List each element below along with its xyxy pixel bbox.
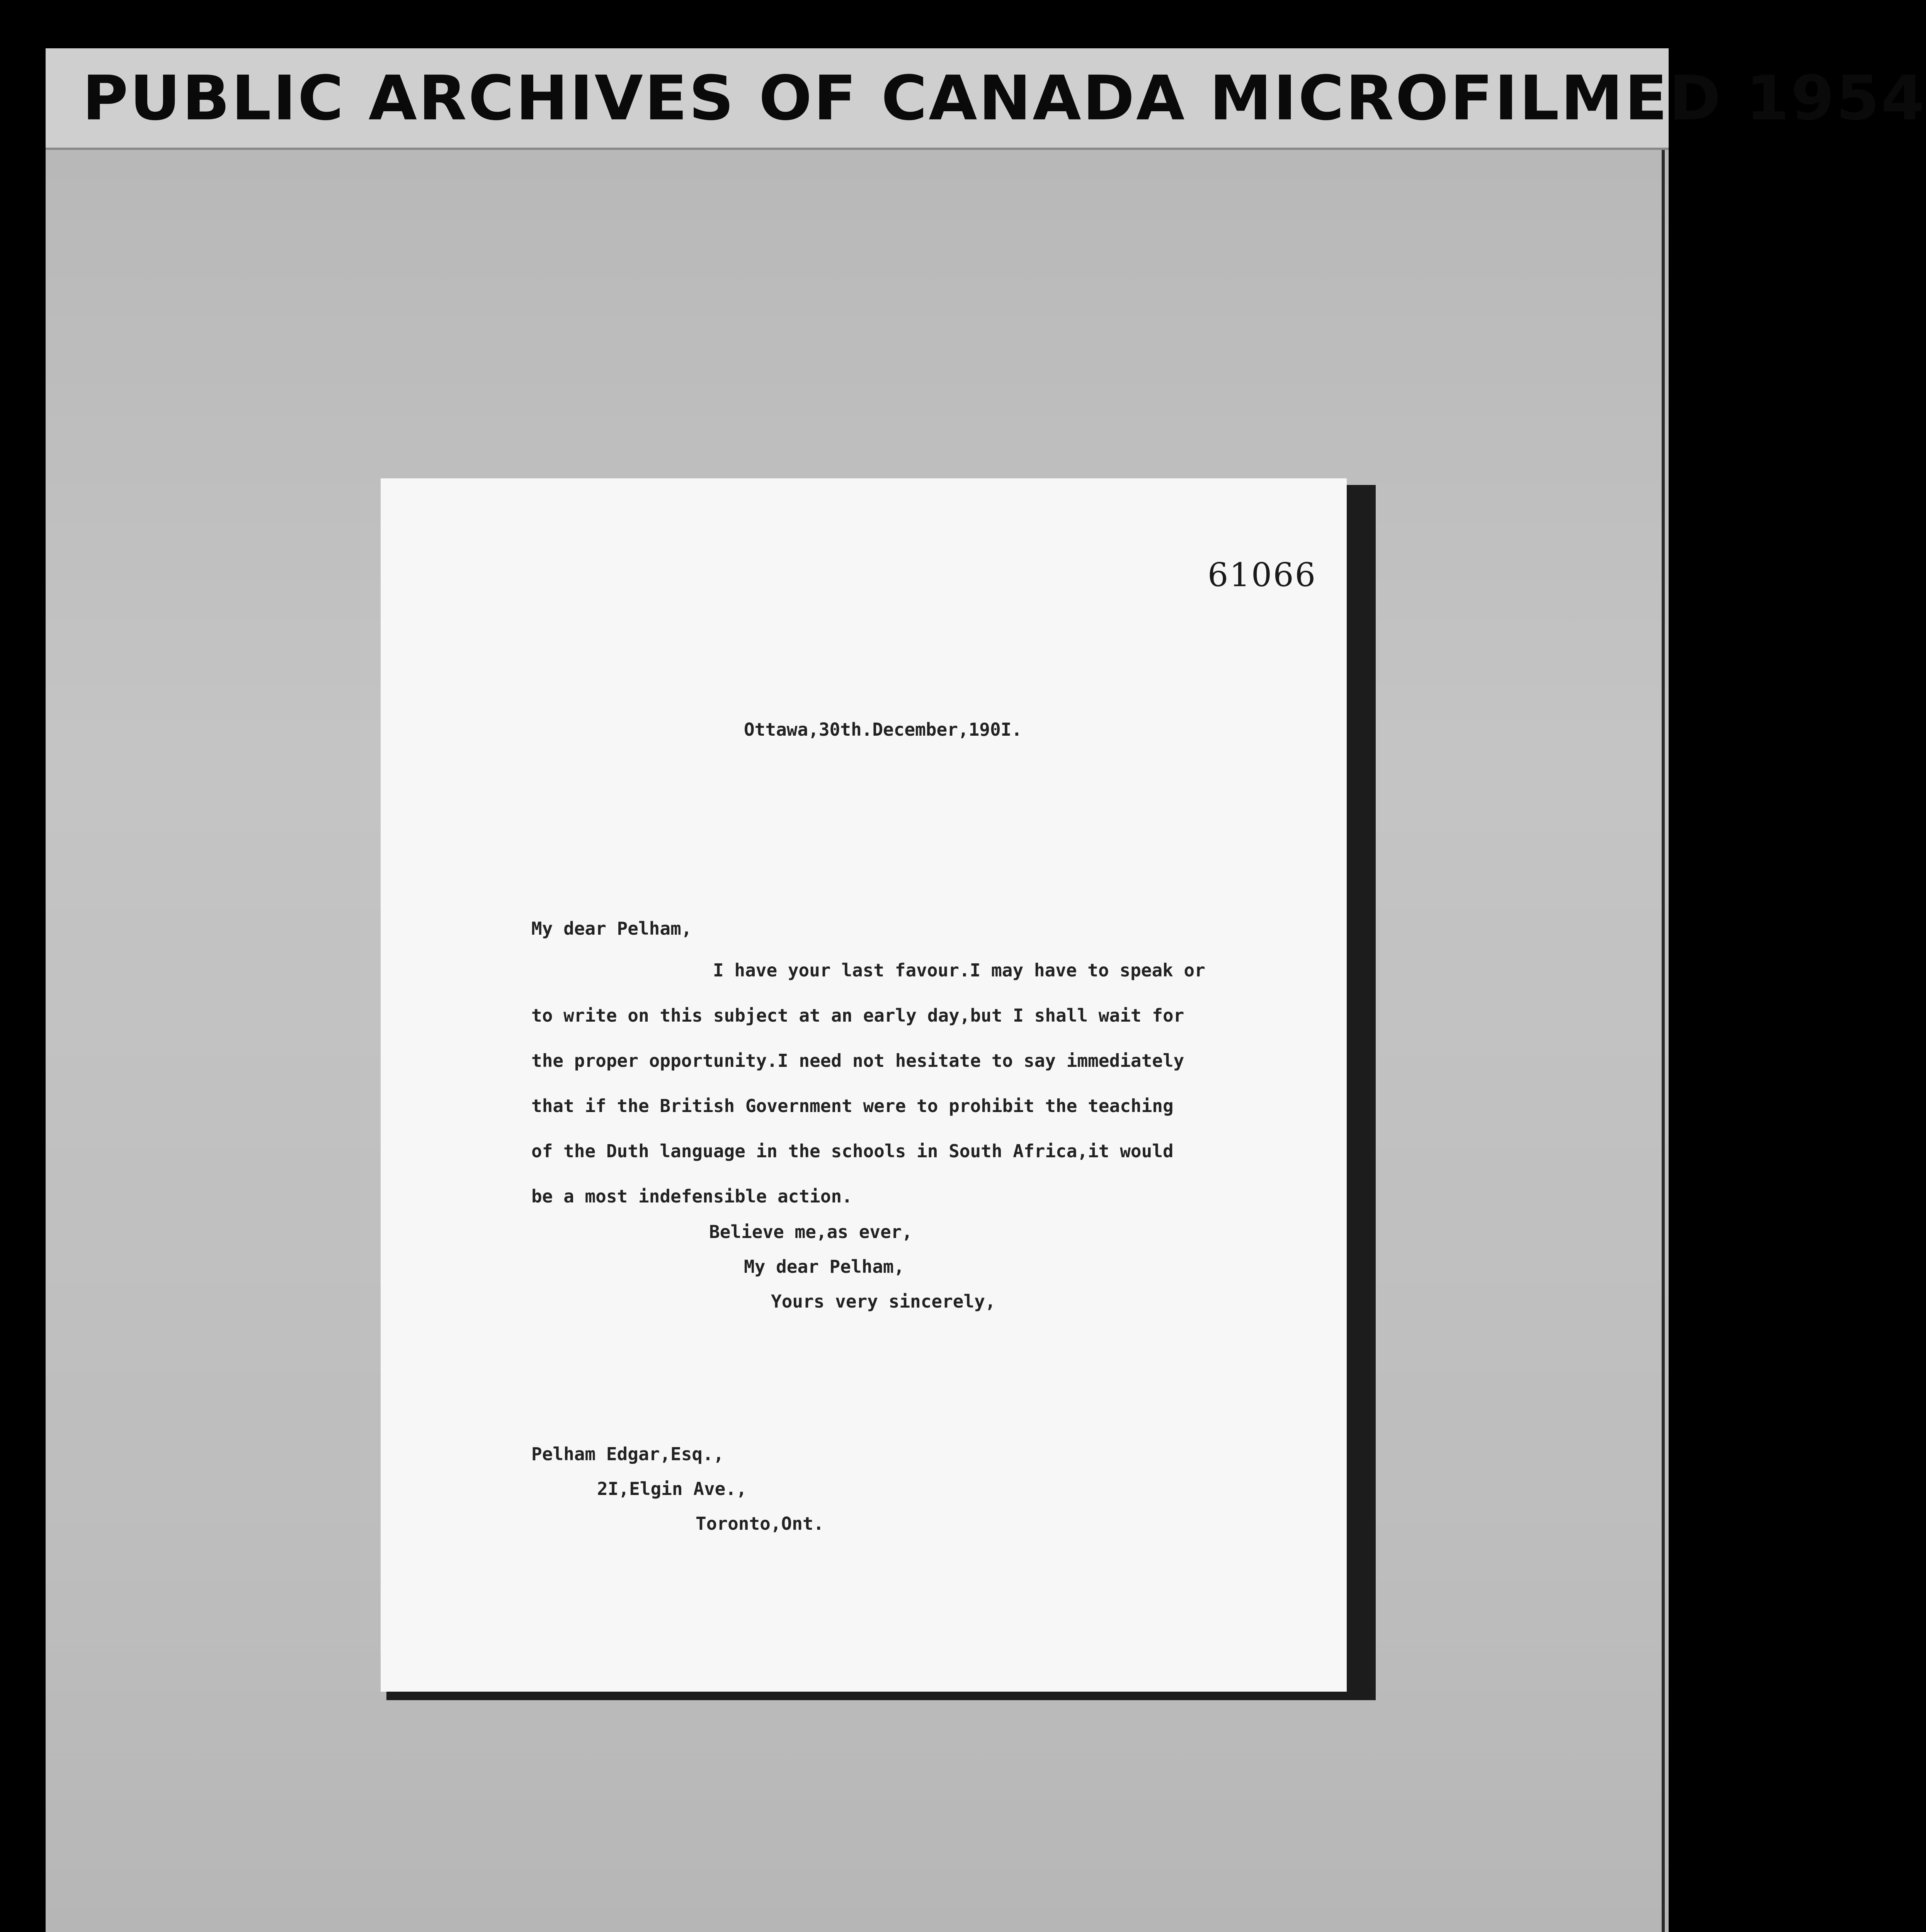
- letter-closing-line: My dear Pelham,: [744, 1256, 905, 1277]
- archive-banner-text: PUBLIC ARCHIVES OF CANADA MICROFILMED 1954: [82, 63, 1926, 134]
- letter-date: Ottawa,30th.December,190I.: [744, 719, 1023, 740]
- letter-salutation: My dear Pelham,: [531, 918, 692, 939]
- board-edge: [1662, 150, 1665, 1932]
- letter-page: [381, 478, 1347, 1692]
- letter-body-line: of the Duth language in the schools in South Africa,it would: [531, 1141, 1174, 1162]
- recipient-address-line: Toronto,Ont.: [696, 1513, 824, 1534]
- letter-body-line: be a most indefensible action.: [531, 1186, 852, 1207]
- recipient-address-line: 2I,Elgin Ave.,: [597, 1478, 747, 1499]
- letter-body-line: the proper opportunity.I need not hesitate to say immediately: [531, 1050, 1184, 1071]
- document-number: 61066: [1208, 556, 1317, 594]
- letter-closing-line: Believe me,as ever,: [709, 1221, 913, 1242]
- recipient-address-line: Pelham Edgar,Esq.,: [531, 1444, 724, 1464]
- letter-body-line: I have your last favour.I may have to speak or: [713, 960, 1205, 981]
- letter-body-line: that if the British Government were to prohibit the teaching: [531, 1095, 1174, 1116]
- archive-banner: [46, 48, 1926, 150]
- letter-closing-line: Yours very sincerely,: [771, 1291, 996, 1312]
- letter-body-line: to write on this subject at an early day,but I shall wait for: [531, 1005, 1184, 1026]
